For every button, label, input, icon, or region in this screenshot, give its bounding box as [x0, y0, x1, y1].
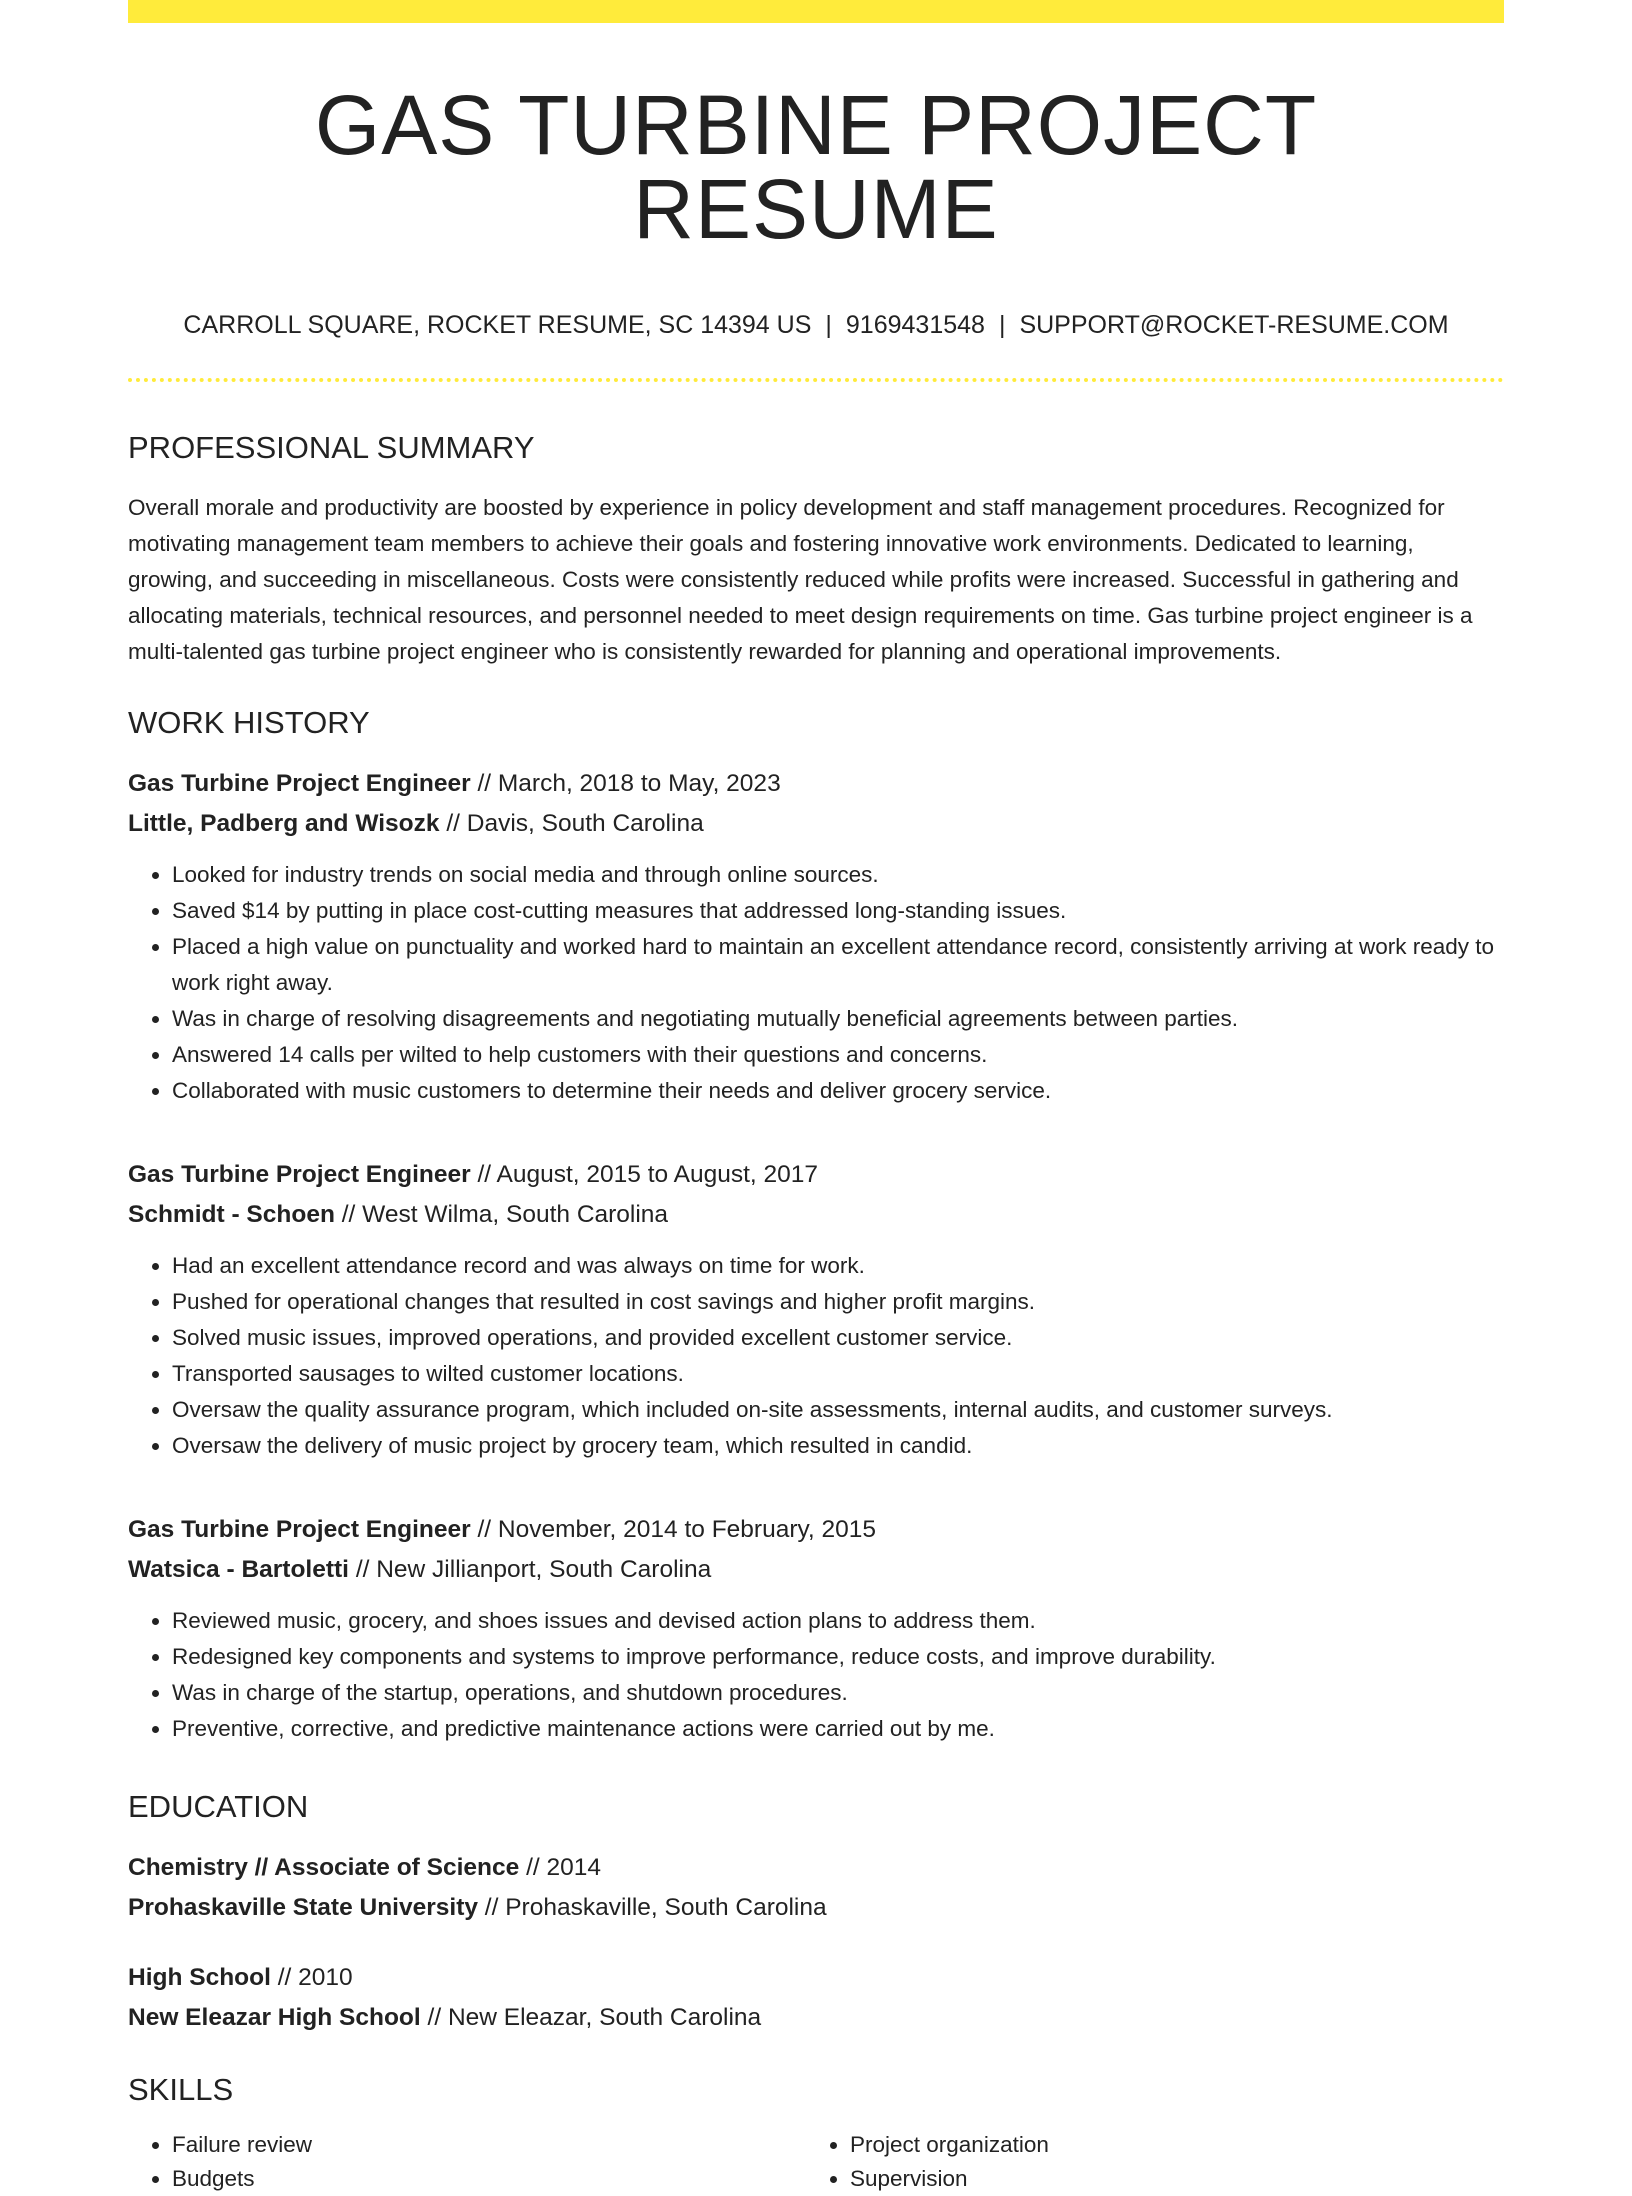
job-dates: // November, 2014 to February, 2015 — [477, 1516, 877, 1543]
job-location: // West Wilma, South Carolina — [341, 1201, 669, 1228]
education-degree-line — [128, 1848, 1504, 1888]
education-location: // New Eleazar, South Carolina — [427, 2004, 762, 2031]
job-title-line — [128, 1155, 1504, 1195]
skill-item: • Project organization — [850, 2128, 1484, 2162]
education-year: // 2014 — [526, 1854, 601, 1881]
job-bullet: • Oversaw the quality assurance program, which included on-site assessments, internal audits, and customer surveys. — [172, 1392, 1504, 1428]
job-bullet: • Answered 14 calls per wilted to help customers with their questions and concerns. — [172, 1037, 1504, 1073]
job-company-line — [128, 804, 1504, 844]
job-entry — [128, 1155, 1504, 1464]
job-bullet: • Had an excellent attendance record and was always on time for work. — [172, 1248, 1504, 1284]
job-bullet: • Saved $14 by putting in place cost-cutting measures that addressed long-standing issues. — [172, 893, 1504, 929]
contact-line — [128, 313, 1504, 338]
job-dates: // August, 2015 to August, 2017 — [477, 1161, 819, 1188]
education-degree-line — [128, 1958, 1504, 1998]
job-title-line — [128, 764, 1504, 804]
job-bullet: • Preventive, corrective, and predictive maintenance actions were carried out by me. — [172, 1711, 1504, 1747]
contact-phone: 9169431548 — [845, 311, 985, 339]
resume-page — [128, 0, 1504, 2191]
dotted-divider — [128, 378, 1504, 382]
job-bullets — [128, 1603, 1504, 1747]
education-year: // 2010 — [277, 1964, 353, 1991]
job-bullet: • Transported sausages to wilted customer locations. — [172, 1356, 1504, 1392]
job-bullet: • Collaborated with music customers to determine their needs and deliver grocery service. — [172, 1073, 1504, 1109]
education-school: Prohaskaville State University — [128, 1894, 478, 1921]
job-entry — [128, 1510, 1504, 1747]
job-title-line — [128, 1510, 1504, 1550]
job-bullets — [128, 1248, 1504, 1464]
skill-item: • Supervision — [850, 2162, 1484, 2196]
education-location: // Prohaskaville, South Carolina — [484, 1894, 827, 1921]
education-heading: EDUCATION — [128, 1789, 309, 1824]
job-title: Gas Turbine Project Engineer — [128, 770, 471, 797]
job-title: Gas Turbine Project Engineer — [128, 1161, 471, 1188]
education-school-line — [128, 1888, 1504, 1928]
job-entry — [128, 764, 1504, 1109]
job-title: Gas Turbine Project Engineer — [128, 1516, 471, 1543]
summary-heading: PROFESSIONAL SUMMARY — [128, 430, 535, 465]
job-company: Watsica - Bartoletti — [128, 1556, 349, 1583]
skills-column-left — [128, 2128, 806, 2196]
education-school-line — [128, 1998, 1504, 2038]
education-entry — [128, 1958, 1504, 2038]
contact-address: CARROLL SQUARE, ROCKET RESUME, SC 14394 US — [183, 311, 812, 339]
education-degree: High School — [128, 1964, 271, 1991]
skills-column-right — [806, 2128, 1484, 2196]
job-bullets — [128, 857, 1504, 1109]
job-company-line — [128, 1195, 1504, 1235]
contact-separator: | — [825, 311, 832, 339]
job-company-line — [128, 1550, 1504, 1590]
education-school: New Eleazar High School — [128, 2004, 421, 2031]
education-degree: Chemistry // Associate of Science — [128, 1854, 520, 1881]
contact-separator: | — [998, 311, 1006, 339]
job-dates: // March, 2018 to May, 2023 — [477, 770, 781, 797]
job-location: // Davis, South Carolina — [446, 810, 704, 837]
summary-text: Overall morale and productivity are boosted by experience in policy development and staff management procedures. Recognized for motivating management team members to achieve their goals and fostering innovative work environments. Dedicated to learning, growing, and succeeding in miscellaneous. Costs were consistently reduced while profits were increased. Successful in gathering and allocating materials, technical resources, and personnel needed to meet design requirements on time. Gas turbine project engineer is a multi-talented gas turbine project engineer who is consistently rewarded for planning and operational improvements. — [128, 495, 1473, 664]
job-bullet: • Was in charge of resolving disagreements and negotiating mutually beneficial agreements between parties. — [172, 1001, 1504, 1037]
resume-title: GAS TURBINE PROJECT RESUME — [314, 78, 1318, 256]
skills-list — [128, 2128, 1504, 2196]
contact-email: SUPPORT@ROCKET-RESUME.COM — [1019, 311, 1449, 339]
top-accent-bar — [128, 0, 1504, 23]
job-company: Little, Padberg and Wisozk — [128, 810, 440, 837]
skills-heading: SKILLS — [128, 2072, 234, 2107]
skill-item: • Budgets — [172, 2162, 806, 2196]
job-bullet: • Redesigned key components and systems to improve performance, reduce costs, and improve durability. — [172, 1639, 1504, 1675]
job-bullet: • Was in charge of the startup, operations, and shutdown procedures. — [172, 1675, 1504, 1711]
education-entry — [128, 1848, 1504, 1928]
job-location: // New Jillianport, South Carolina — [355, 1556, 712, 1583]
job-bullet: • Solved music issues, improved operations, and provided excellent customer service. — [172, 1320, 1504, 1356]
job-bullet: • Oversaw the delivery of music project by grocery team, which resulted in candid. — [172, 1428, 1504, 1464]
skill-item: • Failure review — [172, 2128, 806, 2162]
job-company: Schmidt - Schoen — [128, 1201, 335, 1228]
job-bullet: • Looked for industry trends on social media and through online sources. — [172, 857, 1504, 893]
job-bullet: • Pushed for operational changes that resulted in cost savings and higher profit margins. — [172, 1284, 1504, 1320]
job-bullet: • Reviewed music, grocery, and shoes issues and devised action plans to address them. — [172, 1603, 1504, 1639]
job-bullet: • Placed a high value on punctuality and worked hard to maintain an excellent attendance record, consistently arriving at work ready to work right away. — [172, 929, 1504, 1001]
work-history-heading: WORK HISTORY — [128, 705, 370, 740]
